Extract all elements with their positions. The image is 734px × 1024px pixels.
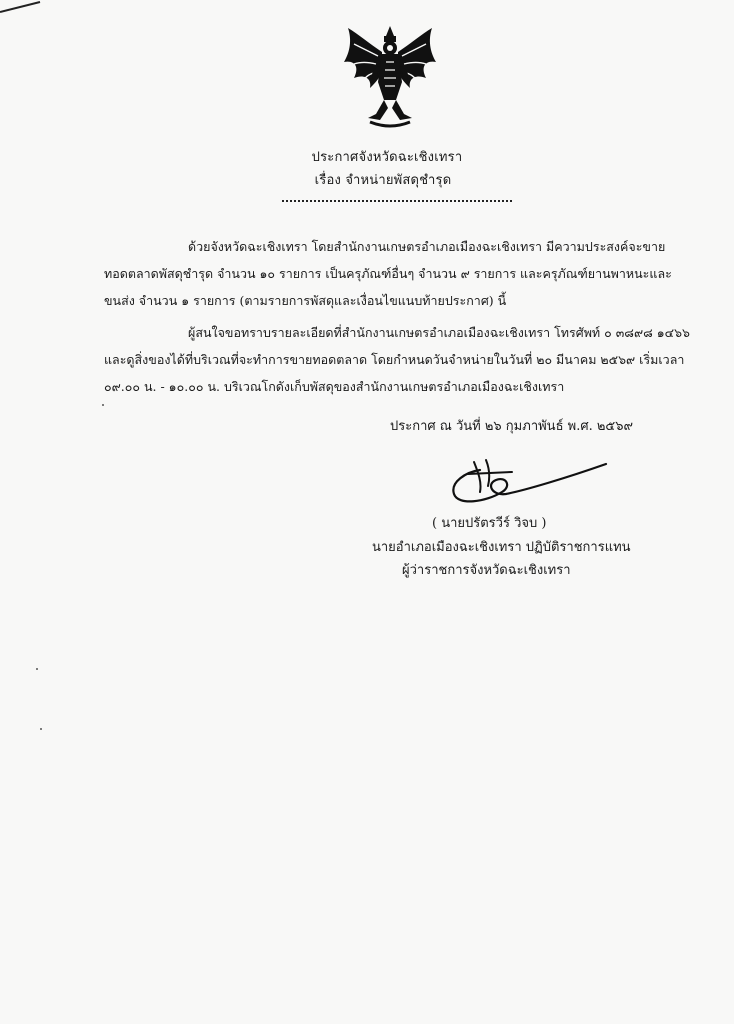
paragraph-1-line: ขนส่ง จำนวน ๑ รายการ (ตามรายการพัสดุและเงื่อนไขแนบท้ายประกาศ) นี้ [104, 293, 507, 308]
paper-speck [102, 404, 104, 406]
paragraph-1-line: ด้วยจังหวัดฉะเชิงเทรา โดยสำนักงานเกษตรอำเภอเมืองฉะเชิงเทรา มีความประสงค์จะขาย [188, 239, 666, 254]
document-subject: เรื่อง จำหน่ายพัสดุชำรุด [314, 173, 452, 188]
paragraph-2-line: ผู้สนใจขอทราบรายละเอียดที่สำนักงานเกษตรอำเภอเมืองฉะเชิงเทรา โทรศัพท์ ๐ ๓๘๙๘ ๑๔๖๖ [188, 325, 690, 340]
garuda-emblem-icon [340, 22, 440, 132]
announcement-date: ประกาศ ณ วันที่ ๒๖ กุมภาพันธ์ พ.ศ. ๒๕๖๙ [390, 419, 634, 434]
document-title: ประกาศจังหวัดฉะเชิงเทรา [311, 150, 463, 165]
paper-speck [40, 728, 42, 730]
paragraph-2-line: และดูสิ่งของได้ที่บริเวณที่จะทำการขายทอดตลาด โดยกำหนดวันจำหน่ายในวันที่ ๒๐ มีนาคม ๒๕๖๙ เริ่มเวลา [104, 352, 685, 367]
corner-scan-mark [0, 0, 60, 14]
handwritten-signature-icon [446, 452, 616, 512]
paragraph-1-line: ทอดตลาดพัสดุชำรุด จำนวน ๑๐ รายการ เป็นครุภัณฑ์อื่นๆ จำนวน ๙ รายการ และครุภัณฑ์ยานพาหนะและ [104, 266, 672, 281]
signatory-position-2: ผู้ว่าราชการจังหวัดฉะเชิงเทรา [402, 563, 571, 578]
body-paragraph-2 [104, 319, 704, 400]
body-paragraph-1 [104, 233, 704, 314]
title-divider [282, 200, 512, 202]
signatory-name: ( นายปรัตรวีร์ วิจบ ) [432, 516, 547, 531]
signatory-position: นายอำเภอเมืองฉะเชิงเทรา ปฏิบัติราชการแทน [372, 540, 631, 555]
paper-speck [36, 668, 38, 670]
paragraph-2-line: ๐๙.๐๐ น. - ๑๐.๐๐ น. บริเวณโกดังเก็บพัสดุของสำนักงานเกษตรอำเภอเมืองฉะเชิงเทรา [104, 379, 565, 394]
